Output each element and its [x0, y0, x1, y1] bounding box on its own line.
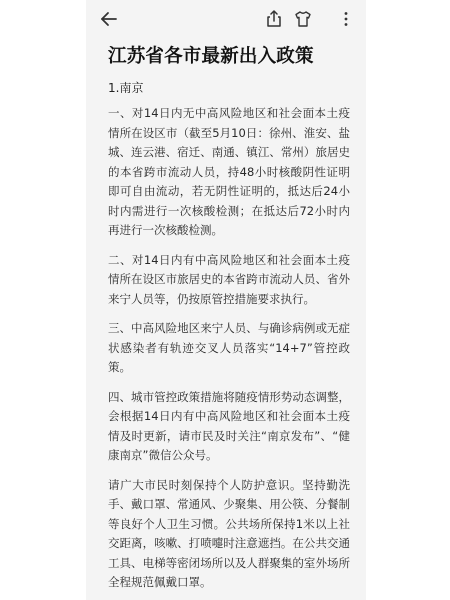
shirt-icon: [294, 11, 312, 27]
section-heading: 1.南京: [108, 81, 144, 95]
article-paragraph: 三、中高风险地区来宁人员、与确诊病例或无症状感染者有轨迹交叉人员落实“14+7”管控政策。: [108, 321, 350, 374]
top-toolbar: [86, 0, 366, 38]
more-vertical-icon: [343, 11, 349, 27]
article-paragraph: 四、城市管控政策措施将随疫情形势动态调整，会根据14日内有中高风险地区和社会面本土疫情及时更新，请市民及时关注“南京发布”、“健康南京”微信公众号。: [108, 389, 350, 462]
article-paragraph: 一、对14日内无中高风险地区和社会面本土疫情所在设区市（截至5月10日：徐州、淮安、盐城、连云港、宿迁、南通、镇江、常州）旅居史的本省跨市流动人员，持48小时核酸阴性证明即可自由流动，若无阴性证明的，抵达后24小时内需进行一次核酸检测；在抵达后72小时内再进行一次核酸检测。: [108, 106, 350, 237]
article-content: [108, 44, 350, 600]
share-button[interactable]: [263, 8, 285, 30]
article-paragraph: 二、对14日内有中高风险地区和社会面本土疫情所在设区市旅居史的本省跨市流动人员、省外来宁人员等，仍按原管控措施要求执行。: [108, 252, 350, 306]
article-paragraph: 请广大市民时刻保持个人防护意识。坚持勤洗手、戴口罩、常通风、少聚集、用公筷、分餐制等良好个人卫生习惯。公共场所保持1米以上社交距离，咳嗽、打喷嚏时注意遮挡。在公共交通工具、电梯等密闭场所以及人群聚集的室外场所全程规范佩戴口罩。: [108, 477, 350, 589]
share-icon: [266, 10, 282, 28]
back-button[interactable]: [98, 8, 120, 30]
theme-button[interactable]: [292, 8, 314, 30]
article-page: [86, 0, 366, 600]
back-arrow-icon: [100, 10, 118, 28]
article-title: 江苏省各市最新出入政策: [108, 46, 314, 67]
more-button[interactable]: [335, 8, 357, 30]
